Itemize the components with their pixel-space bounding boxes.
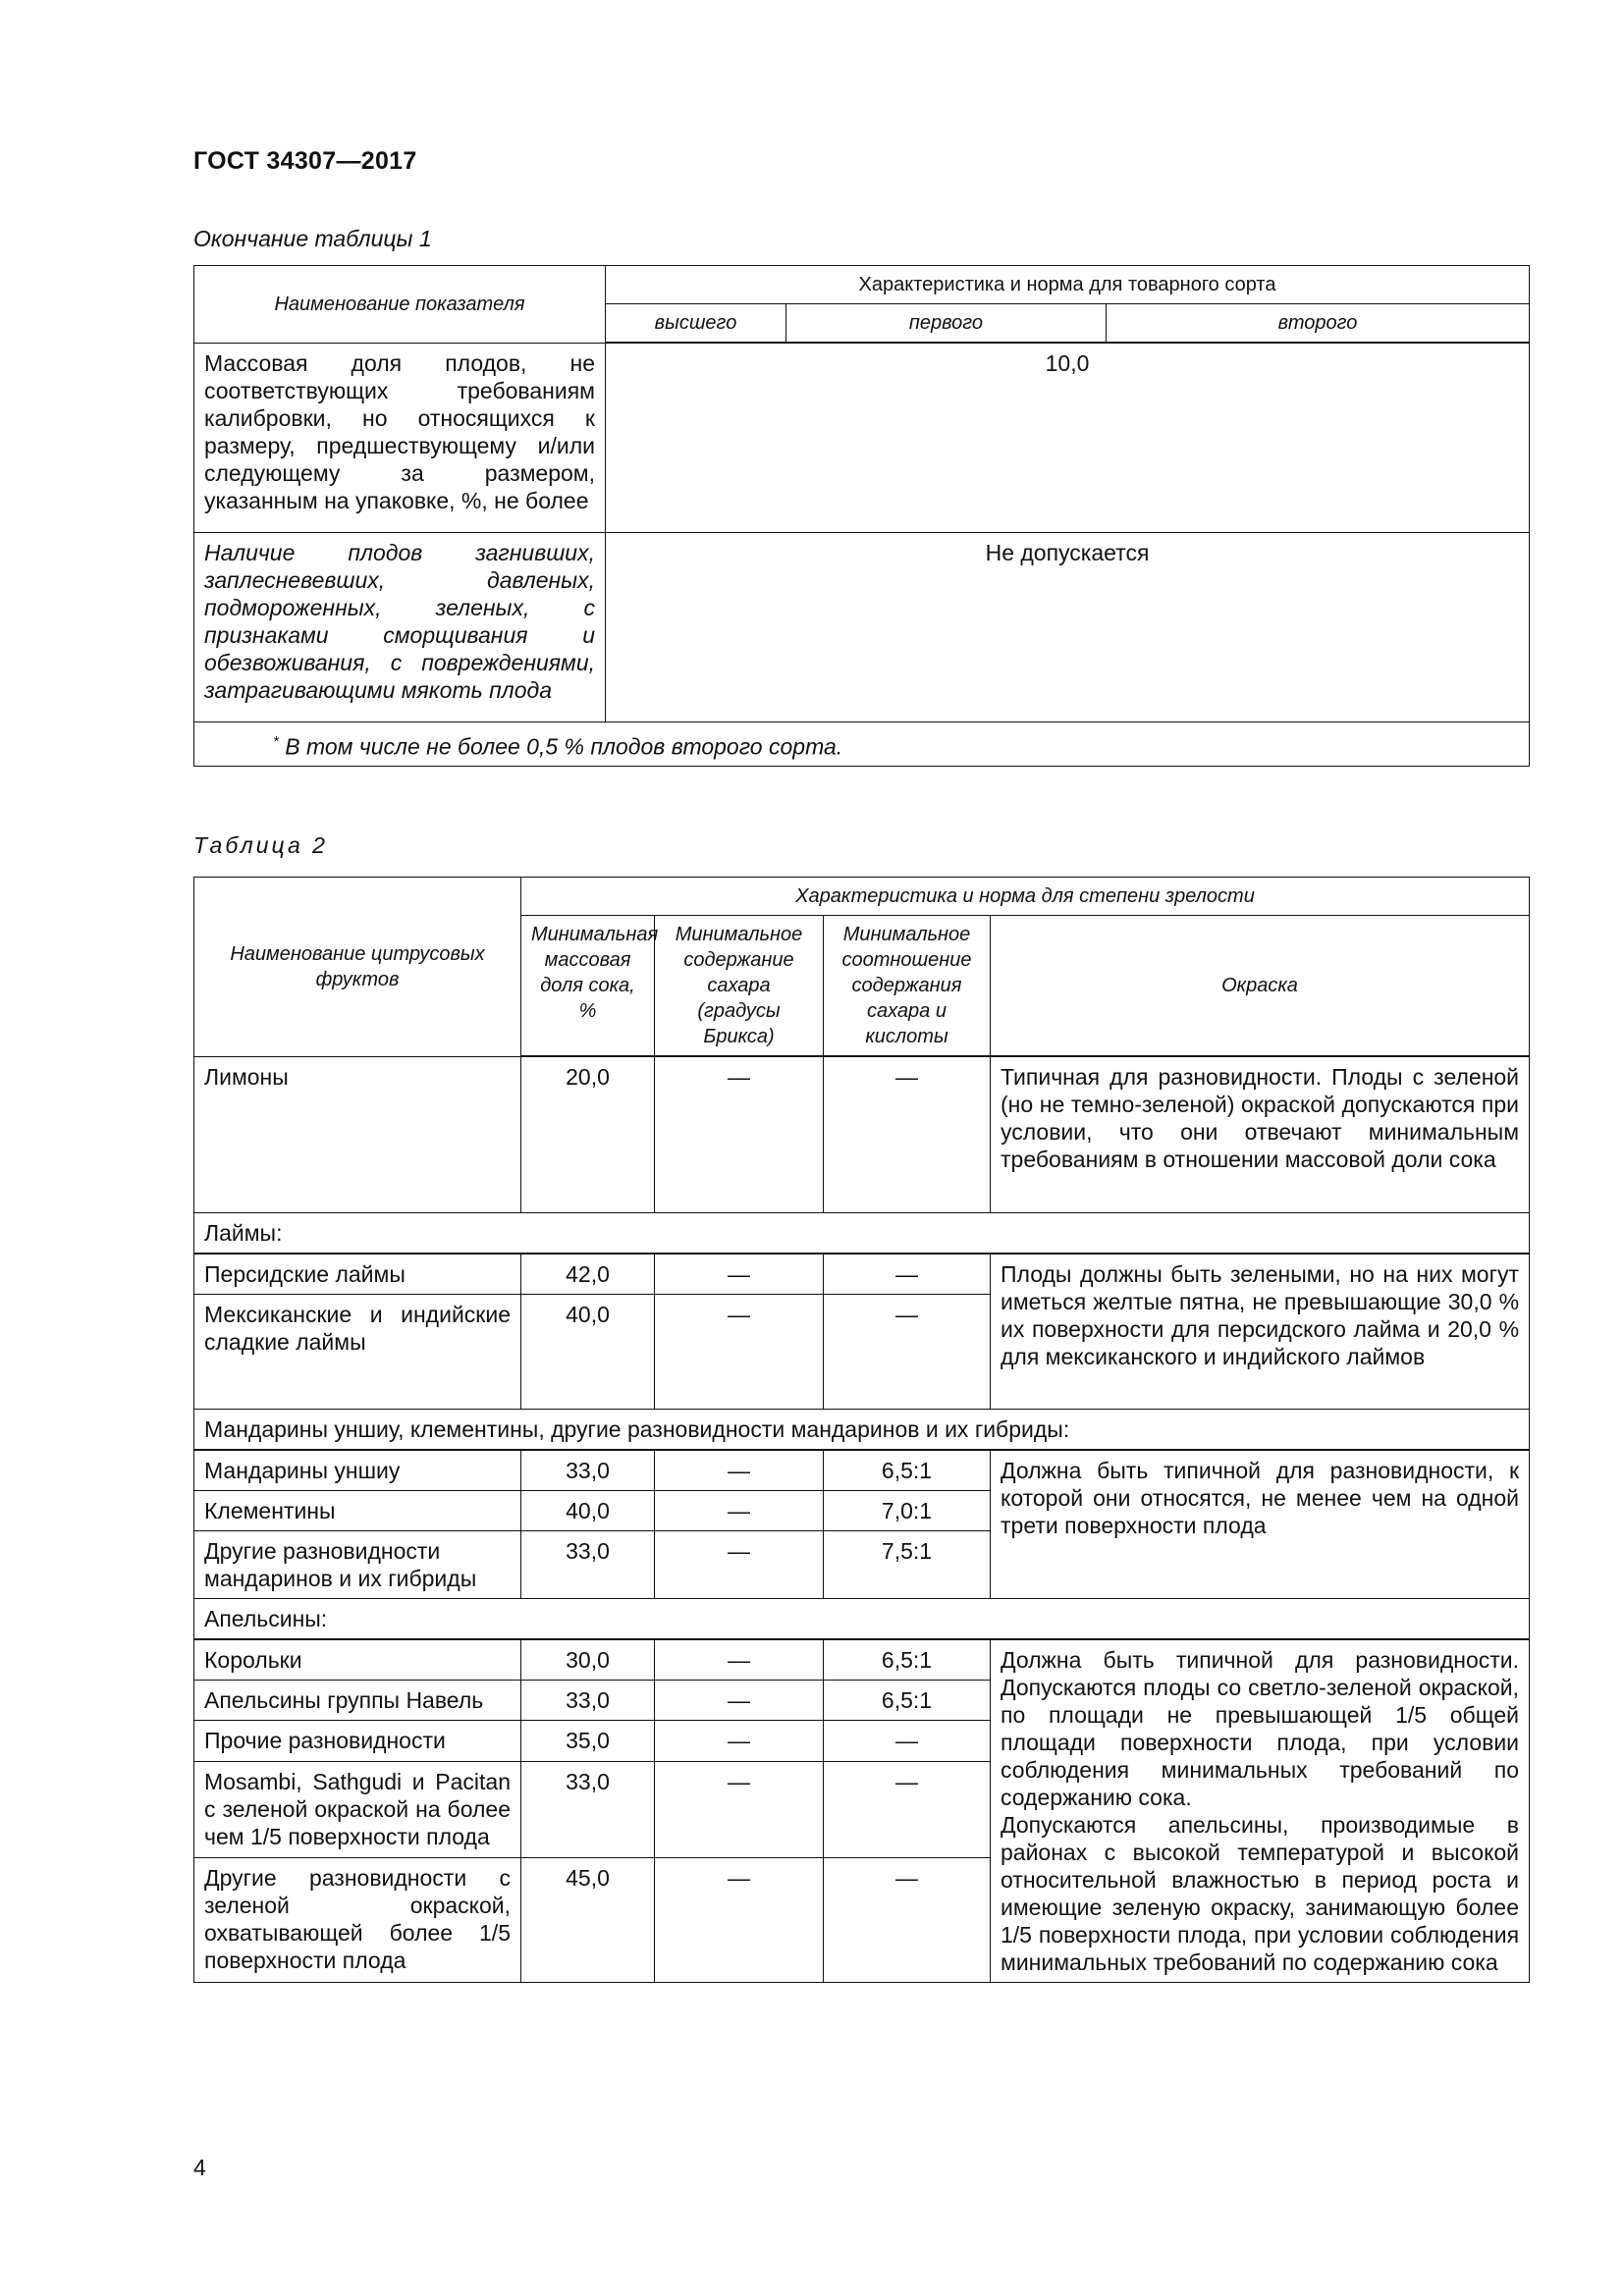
table-row [194, 343, 1530, 532]
fruit-name: Корольки [194, 1639, 521, 1681]
fruit-name: Прочие разновидности [194, 1721, 521, 1761]
t2-header-color: Окраска [991, 916, 1530, 1057]
fruit-name: Мексиканские и индийские сладкие лаймы [194, 1294, 521, 1409]
table-row [194, 1056, 1530, 1212]
fruit-name: Клементины [194, 1490, 521, 1530]
juice-value: 35,0 [521, 1721, 655, 1761]
t1-header-group: Характеристика и норма для товарного сорта [606, 266, 1530, 304]
ratio-value: 7,0:1 [824, 1490, 991, 1530]
juice-value: 42,0 [521, 1254, 655, 1295]
juice-value: 33,0 [521, 1761, 655, 1857]
color-requirement: Типичная для разновидности. Плоды с зеленой (но не темно-зеленой) окраской допускаются при условии, что они отвечают минимальным требованиям в отношении массовой доли сока [991, 1056, 1530, 1212]
sugar-value: — [655, 1639, 824, 1681]
t1-row-name: Массовая доля плодов, не соответствующих требованиям калибровки, но относящихся к размеру, предшествующему и/или следующему за размером, указанным на упаковке, %, не более [194, 343, 606, 532]
t1-row-value: Не допускается [606, 532, 1530, 721]
color-requirement-para-1: Должна быть типичной для разновидности. Допускаются плоды со светло-зеленой окраской, по площади не превышающей 1/5 общей площади поверхности плода, при условии соблюдения минимальных требований по содержанию сока. [1001, 1646, 1520, 1810]
juice-value: 40,0 [521, 1294, 655, 1409]
fruit-name: Персидские лаймы [194, 1254, 521, 1295]
ratio-value: — [824, 1858, 991, 1982]
sugar-value: — [655, 1450, 824, 1491]
juice-value: 33,0 [521, 1450, 655, 1491]
fruit-name: Лимоны [194, 1056, 521, 1212]
juice-value: 20,0 [521, 1056, 655, 1212]
t1-header-grade-top: высшего [606, 304, 786, 344]
t2-header-ratio: Минимальное соотношение содержания сахара и кислоты [824, 916, 991, 1057]
table-row [194, 1254, 1530, 1295]
sugar-value: — [655, 1858, 824, 1982]
ratio-value: 6,5:1 [824, 1450, 991, 1491]
group-row-limes: Лаймы: [194, 1212, 1530, 1254]
color-requirement: Должна быть типичной для разновидности, к которой они относятся, не менее чем на одной трети поверхности плода [991, 1450, 1530, 1599]
sugar-value: — [655, 1761, 824, 1857]
sugar-value: — [655, 1680, 824, 1720]
t1-header-indicator: Наименование показателя [194, 266, 606, 344]
t1-row-value: 10,0 [606, 343, 1530, 532]
table-row [194, 1450, 1530, 1491]
sugar-value: — [655, 1056, 824, 1212]
group-row-mandarins: Мандарины уншиу, клементины, другие разновидности мандаринов и их гибриды: [194, 1409, 1530, 1450]
juice-value: 30,0 [521, 1639, 655, 1681]
t2-header-name: Наименование цитрусовых фруктов [194, 878, 521, 1057]
t1-row-name: Наличие плодов загнивших, заплесневевших, давленых, подмороженных, зеленых, с признаками сморщивания и обезвоживания, с повреждениями, затрагивающими мякоть плода [194, 532, 606, 721]
juice-value: 45,0 [521, 1858, 655, 1982]
fruit-name: Мандарины уншиу [194, 1450, 521, 1491]
fruit-name: Mosambi, Sathgudi и Pacitan с зеленой окраской на более чем 1/5 поверхности плода [194, 1761, 521, 1857]
fruit-name: Другие разновидности мандаринов и их гибриды [194, 1530, 521, 1598]
group-row-oranges: Апельсины: [194, 1598, 1530, 1639]
ratio-value: 7,5:1 [824, 1530, 991, 1598]
juice-value: 33,0 [521, 1530, 655, 1598]
footnote-mark: * [273, 732, 279, 750]
color-requirement: Плоды должны быть зелеными, но на них могут иметься желтые пятна, не превышающие 30,0 % их поверхности для персидского лайма и 20,0 % для мексиканского и индийского лаймов [991, 1254, 1530, 1410]
t1-header-grade-second: второго [1107, 304, 1530, 344]
table-row [194, 1639, 1530, 1681]
t2-header-sugar: Минимальное содержание сахара (градусы Брикса) [655, 916, 824, 1057]
ratio-value: — [824, 1056, 991, 1212]
sugar-value: — [655, 1254, 824, 1295]
table2 [193, 877, 1530, 1983]
fruit-name: Апельсины группы Навель [194, 1680, 521, 1720]
ratio-value: — [824, 1294, 991, 1409]
table-row [194, 532, 1530, 721]
page-number: 4 [193, 2155, 206, 2180]
t1-footnote [194, 721, 1530, 767]
color-requirement-para-2: Допускаются апельсины, производимые в районах с высокой температурой и высокой относительной влажностью в период роста и имеющие зеленую окраску, занимающую более 1/5 поверхности плода, при условии соблюдения минимальных требований по содержанию сока [1001, 1811, 1520, 1975]
footnote-text: В том числе не более 0,5 % плодов второго сорта. [285, 733, 843, 760]
ratio-value: — [824, 1721, 991, 1761]
sugar-value: — [655, 1530, 824, 1598]
juice-value: 33,0 [521, 1680, 655, 1720]
table1 [193, 265, 1530, 767]
juice-value: 40,0 [521, 1490, 655, 1530]
ratio-value: — [824, 1254, 991, 1295]
ratio-value: — [824, 1761, 991, 1857]
sugar-value: — [655, 1721, 824, 1761]
document-code: ГОСТ 34307—2017 [193, 147, 417, 175]
sugar-value: — [655, 1294, 824, 1409]
ratio-value: 6,5:1 [824, 1680, 991, 1720]
t2-header-group: Характеристика и норма для степени зрелости [521, 878, 1530, 916]
table1-caption: Окончание таблицы 1 [193, 226, 432, 251]
color-requirement [991, 1639, 1530, 1983]
sugar-value: — [655, 1490, 824, 1530]
ratio-value: 6,5:1 [824, 1639, 991, 1681]
fruit-name: Другие разновидности с зеленой окраской, охватывающей более 1/5 поверхности плода [194, 1858, 521, 1982]
t2-header-juice: Минимальная массовая доля сока, % [521, 916, 655, 1057]
table2-caption: Таблица 2 [193, 832, 328, 858]
t1-header-grade-first: первого [786, 304, 1107, 344]
